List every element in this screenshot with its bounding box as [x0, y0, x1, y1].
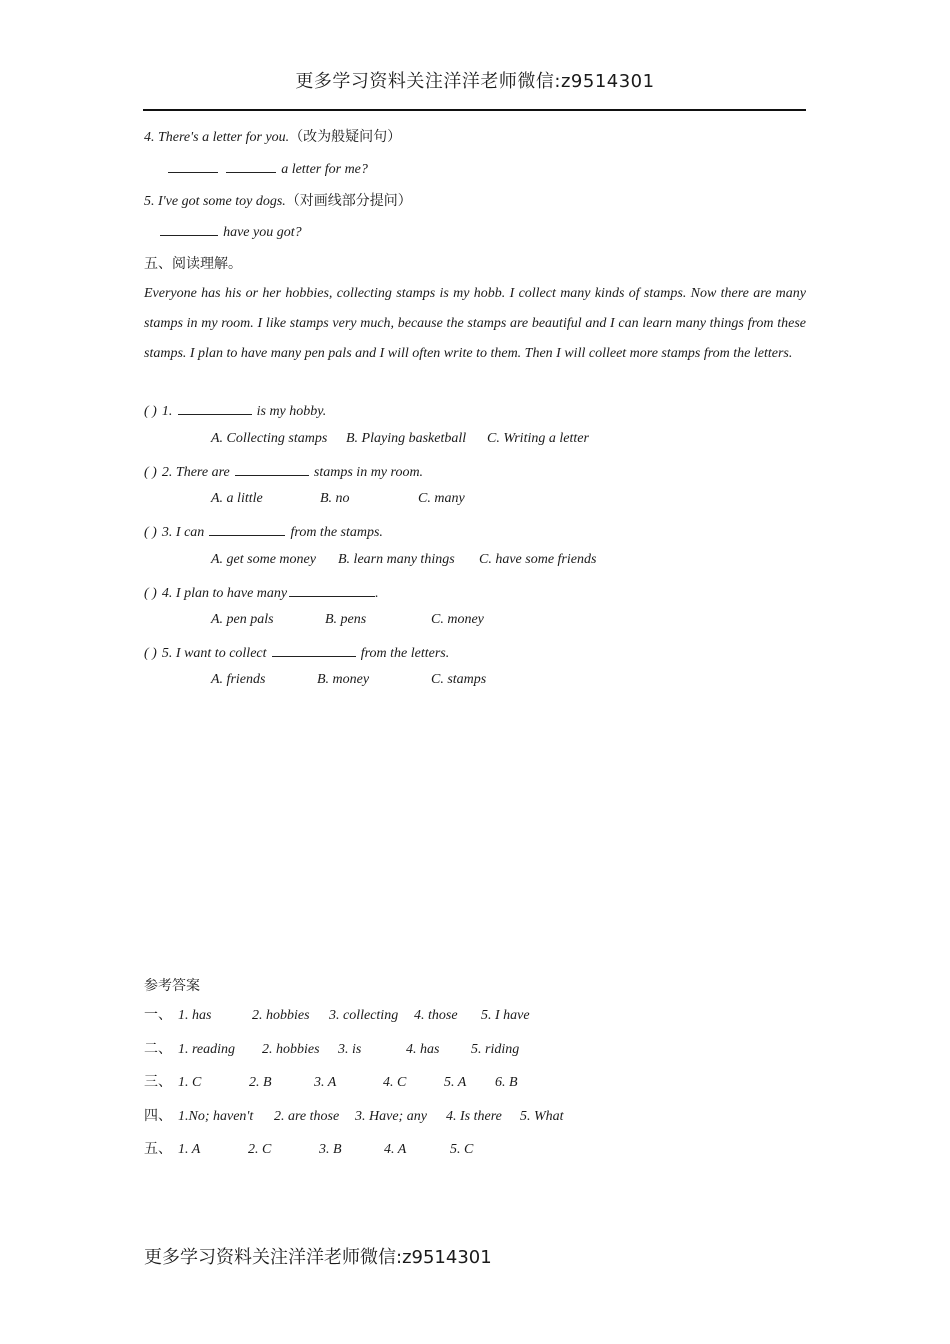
question-text: from the stamps. — [290, 525, 383, 540]
answer-item: 3. Have; any — [355, 1109, 427, 1124]
answer-row-3 — [144, 1071, 518, 1091]
answer-row-4 — [144, 1105, 564, 1125]
question-blank — [209, 523, 285, 536]
answer-row-label: 五、 — [144, 1141, 172, 1157]
option-a[interactable]: A. a little — [211, 491, 263, 506]
option-c[interactable]: C. money — [431, 612, 484, 627]
rewrite-q4-answer — [168, 158, 368, 178]
options-3 — [211, 552, 596, 568]
answer-item: 4. A — [384, 1142, 407, 1157]
q4-instruction: （改为般疑问句） — [289, 129, 402, 145]
answer-item: 5. I have — [481, 1008, 530, 1023]
answer-item: 2. C — [248, 1142, 272, 1157]
q4-sentence: 4. There's a letter for you. — [144, 130, 290, 145]
answer-item: 1. A — [178, 1142, 201, 1157]
answer-item: 1. C — [178, 1075, 202, 1090]
answer-paren[interactable]: ( ) — [144, 404, 157, 419]
question-text: from the letters. — [360, 646, 450, 661]
answer-item: 3. B — [319, 1142, 342, 1157]
question-blank — [272, 644, 356, 657]
question-text: 2. There are — [161, 465, 230, 480]
reading-question-5 — [144, 642, 449, 662]
option-a[interactable]: A. Collecting stamps — [211, 431, 328, 446]
answer-item: 4. Is there — [446, 1109, 502, 1124]
rewrite-q5-answer — [160, 221, 302, 241]
answer-paren[interactable]: ( ) — [144, 525, 157, 540]
reading-question-2 — [144, 461, 423, 481]
answer-item: 5. A — [444, 1075, 467, 1090]
option-c[interactable]: C. have some friends — [479, 552, 597, 567]
option-a[interactable]: A. friends — [211, 672, 266, 687]
answer-blank[interactable] — [160, 223, 218, 236]
answer-item: 2. hobbies — [252, 1008, 310, 1023]
answer-item: 1. has — [178, 1008, 212, 1023]
options-2 — [211, 491, 465, 507]
q5-instruction: （对画线部分提问） — [285, 193, 412, 209]
options-5 — [211, 672, 486, 688]
option-b[interactable]: B. learn many things — [338, 552, 455, 567]
q5-sentence: 5. I've got some toy dogs. — [144, 194, 286, 209]
q5-answer-text: have you got? — [223, 225, 302, 240]
answer-item: 4. C — [383, 1075, 407, 1090]
reading-title: 五、阅读理解。 — [144, 256, 242, 272]
answer-row-label: 一、 — [144, 1007, 172, 1023]
answer-item: 4. those — [414, 1008, 458, 1023]
answer-row-2 — [144, 1038, 519, 1058]
answer-blank[interactable] — [226, 160, 276, 173]
answer-row-1 — [144, 1004, 530, 1024]
answer-blank[interactable] — [168, 160, 218, 173]
option-b[interactable]: B. money — [317, 672, 370, 687]
options-4 — [211, 612, 484, 628]
option-c[interactable]: C. Writing a letter — [487, 431, 589, 446]
question-text: 1. — [161, 404, 173, 419]
answer-item: 5. riding — [471, 1042, 520, 1057]
answer-item: 6. B — [495, 1075, 518, 1090]
answer-paren[interactable]: ( ) — [144, 646, 157, 661]
answer-row-label: 二、 — [144, 1041, 172, 1057]
q4-answer-text: a letter for me? — [281, 162, 368, 177]
answer-item: 2. are those — [274, 1109, 340, 1124]
question-text: 5. I want to collect — [161, 646, 267, 661]
reading-question-3 — [144, 521, 383, 541]
answer-item: 1. reading — [178, 1042, 236, 1057]
answer-paren[interactable]: ( ) — [144, 586, 157, 601]
answer-item: 5. What — [520, 1109, 564, 1124]
option-c[interactable]: C. stamps — [431, 672, 487, 687]
option-b[interactable]: B. pens — [325, 612, 367, 627]
question-blank — [289, 584, 375, 597]
answer-item: 2. hobbies — [262, 1042, 320, 1057]
question-text: 3. I can — [161, 525, 205, 540]
answer-item: 3. A — [314, 1075, 337, 1090]
question-text: . — [375, 586, 379, 601]
header-divider — [143, 109, 806, 111]
answer-item: 4. has — [406, 1042, 440, 1057]
answer-item: 2. B — [249, 1075, 272, 1090]
question-text: 4. I plan to have many — [161, 586, 288, 601]
reading-passage: Everyone has his or her hobbies, collecting stamps is my hobb. I collect many kinds of stamps. Now there are many stamps in my room. I like stamps very much, because the stamps are beautiful and I can learn many things from these stamps. I plan to have many pen pals and I will often write to them. Then I will colleet more stamps from the letters. — [144, 286, 806, 361]
answer-key-title: 参考答案 — [144, 978, 200, 994]
page-header: 更多学习资料关注洋洋老师微信:z9514301 — [295, 71, 655, 92]
answer-item: 3. is — [338, 1042, 362, 1057]
option-b[interactable]: B. Playing basketball — [346, 431, 467, 446]
rewrite-q4 — [144, 126, 401, 146]
answer-row-label: 三、 — [144, 1074, 172, 1090]
rewrite-q5 — [144, 190, 412, 210]
question-text: stamps in my room. — [313, 465, 424, 480]
option-a[interactable]: A. get some money — [211, 552, 316, 567]
reading-question-4 — [144, 582, 379, 602]
options-1 — [211, 431, 589, 447]
answer-item: 5. C — [450, 1142, 474, 1157]
answer-item: 1.No; haven't — [178, 1109, 254, 1124]
question-text: is my hobby. — [256, 404, 327, 419]
page-footer: 更多学习资料关注洋洋老师微信:z9514301 — [144, 1247, 492, 1268]
option-b[interactable]: B. no — [320, 491, 350, 506]
question-blank — [178, 402, 252, 415]
option-c[interactable]: C. many — [418, 491, 465, 506]
reading-question-1 — [144, 400, 326, 420]
option-a[interactable]: A. pen pals — [211, 612, 274, 627]
answer-row-5 — [144, 1138, 473, 1158]
answer-paren[interactable]: ( ) — [144, 465, 157, 480]
answer-item: 3. collecting — [329, 1008, 399, 1023]
answer-row-label: 四、 — [144, 1108, 172, 1124]
question-blank — [235, 463, 309, 476]
